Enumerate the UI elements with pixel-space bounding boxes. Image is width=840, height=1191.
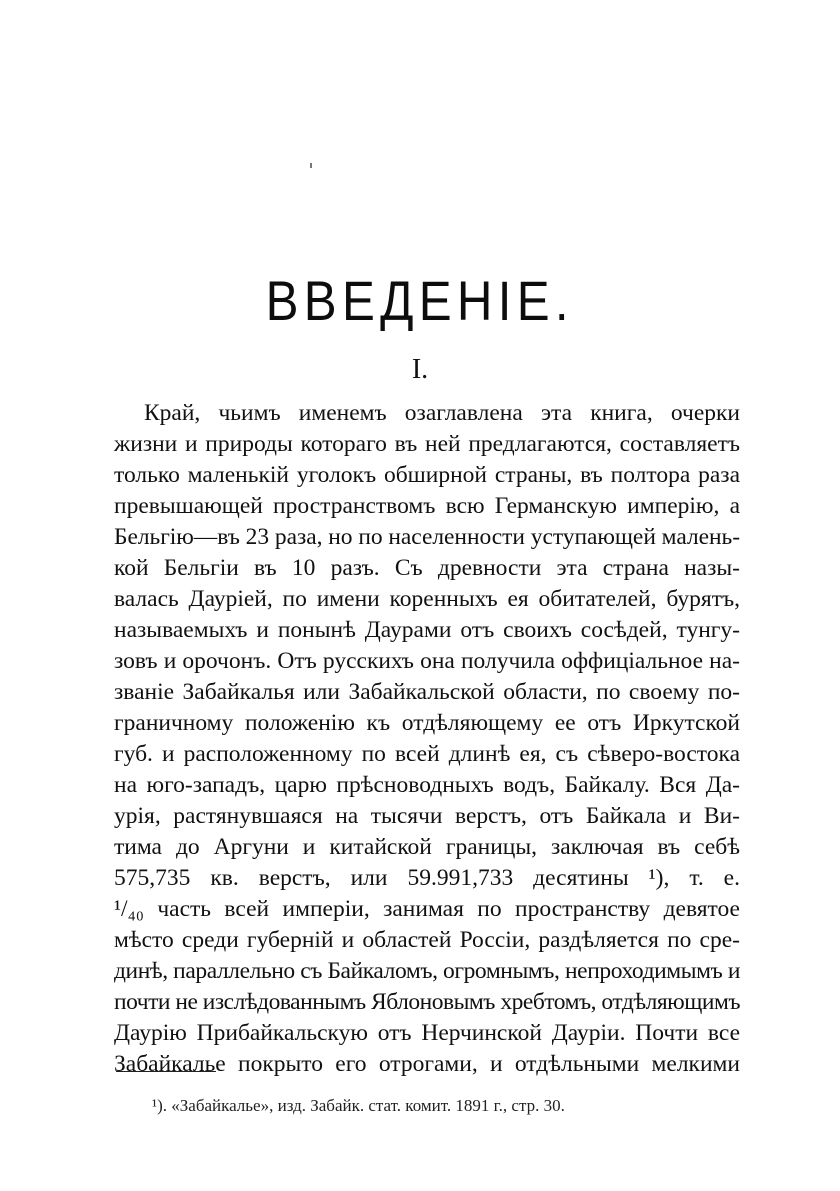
text-line: званіе Забайкалья или Забайкальской области, по своему по- xyxy=(114,679,740,705)
text-line: урія, растянувшаяся на тысячи верстъ, отъ Байкала и Ви- xyxy=(114,803,740,829)
text-line: динѣ, параллельно съ Байкаломъ, огромнымъ, непроходимымъ и xyxy=(114,958,740,984)
text-line: тима до Аргуни и китайской границы, заключая въ себѣ xyxy=(114,834,740,860)
text-line: граничному положенію къ отдѣляющему ее отъ Иркутской xyxy=(114,710,740,736)
text-line: губ. и расположенному по всей длинѣ ея, съ сѣверо-востока xyxy=(114,741,740,767)
text-line: кой Бельгіи въ 10 разъ. Съ древности эта страна назы- xyxy=(114,555,740,581)
text-line: мѣсто среди губерній и областей Россіи, раздѣляется по сре- xyxy=(114,927,740,953)
text-line: на юго-западъ, царю прѣсноводныхъ водъ, Байкалу. Вся Да- xyxy=(114,772,740,798)
text-line: валась Дауріей, по имени коренныхъ ея обитателей, бурятъ, xyxy=(114,586,740,612)
text-line: почти не изслѣдованнымъ Яблоновымъ хребтомъ, отдѣляющимъ xyxy=(114,989,740,1015)
footnote: ¹). «Забайкалье», изд. Забайк. стат. комит. 1891 г., стр. 30. xyxy=(152,1096,565,1115)
text-line: 575,735 кв. верстъ, или 59.991,733 десятины ¹), т. е. xyxy=(114,865,740,891)
text-line: зовъ и орочонъ. Отъ русскихъ она получила оффиціальное на- xyxy=(114,648,740,674)
scan-speck xyxy=(310,163,312,168)
text-line: Даурію Прибайкальскую отъ Нерчинской Дауріи. Почти все xyxy=(114,1020,740,1046)
body-paragraph xyxy=(114,398,740,1080)
text-line: жизни и природы котораго въ ней предлагаются, составляетъ xyxy=(114,431,740,457)
text-line: только маленькій уголокъ обширной страны, въ полтора раза xyxy=(114,462,740,488)
text-line: называемыхъ и понынѣ Даурами отъ своихъ сосѣдей, тунгу- xyxy=(114,617,740,643)
section-numeral: I. xyxy=(411,354,429,385)
text-line: ¹/₄₀ часть всей имперіи, занимая по пространству девятое xyxy=(114,896,740,922)
footnote-divider xyxy=(116,1071,216,1072)
text-line: Край, чьимъ именемъ озаглавлена эта книга, очерки xyxy=(144,400,740,426)
text-line: Бельгію—въ 23 раза, но по населенности уступающей малень- xyxy=(114,524,740,550)
text-line: превышающей пространствомъ всю Германскую имперію, а xyxy=(114,493,740,519)
text-line: Забайкалье покрыто его отрогами, и отдѣльными мелкими xyxy=(114,1051,740,1077)
chapter-title: ВВЕДЕНІЕ. xyxy=(265,269,574,332)
